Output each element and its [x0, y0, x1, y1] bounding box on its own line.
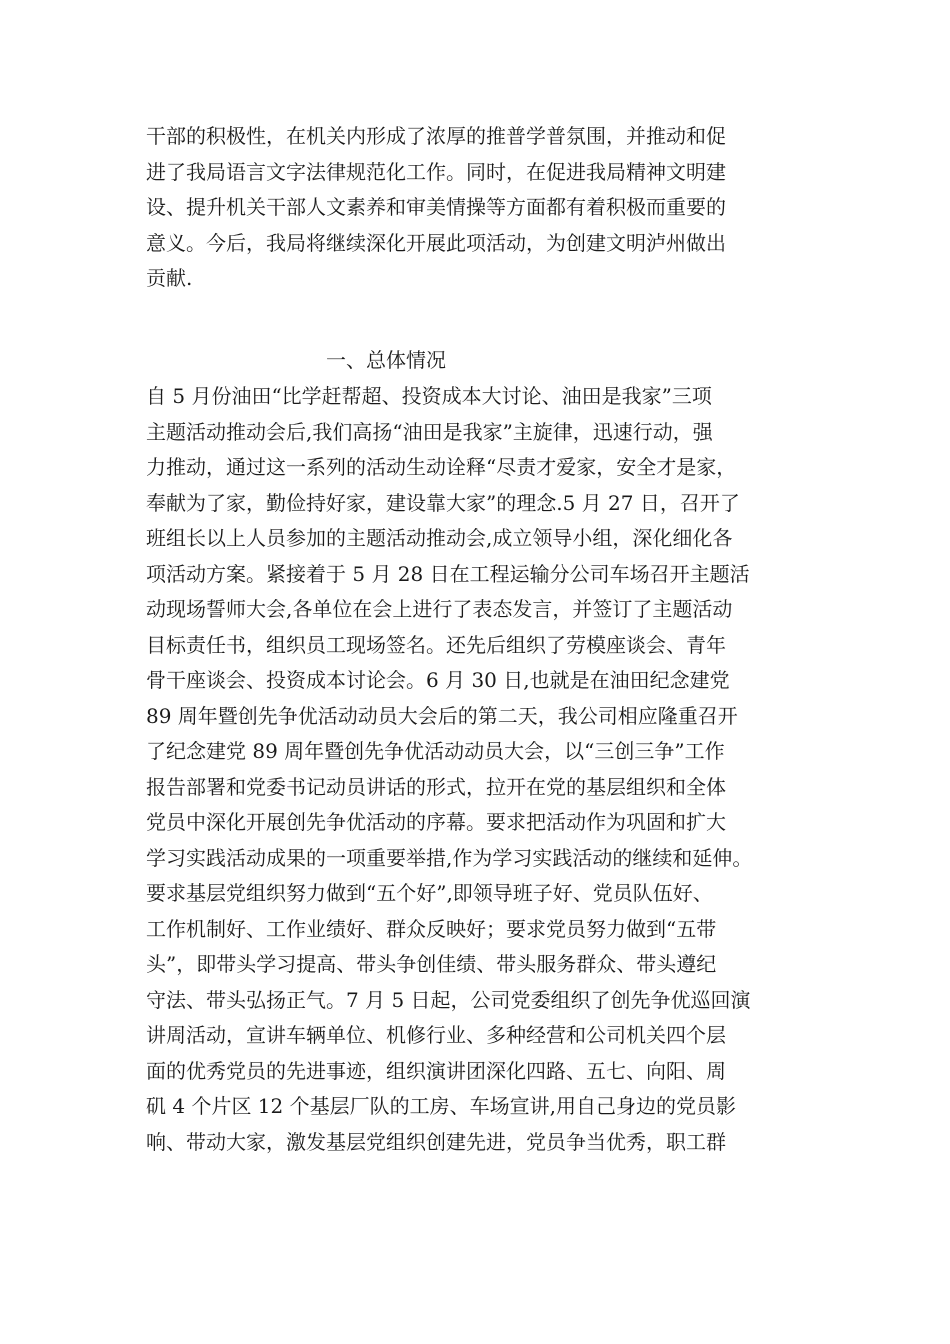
paragraph-line: 党员中深化开展创先争优活动的序幕。要求把活动作为巩固和扩大	[146, 810, 726, 834]
paragraph-line: 要求基层党组织努力做到“五个好”,即领导班子好、党员队伍好、	[146, 881, 713, 905]
paragraph-line: 骨干座谈会、投资成本讨论会。6 月 30 日,也就是在油田纪念建党	[146, 668, 730, 692]
paragraph-line: 贡献.	[146, 266, 193, 290]
paragraph-line: 了纪念建党 89 周年暨创先争优活动动员大会，以“三创三争”工作	[146, 739, 725, 763]
paragraph-line: 讲周活动，宣讲车辆单位、机修行业、多种经营和公司机关四个层	[146, 1023, 726, 1047]
paragraph-line: 奉献为了家，勤俭持好家，建设靠大家”的理念.5 月 27 日，召开了	[146, 490, 740, 515]
paragraph-line: 面的优秀党员的先进事迹，组织演讲团深化四路、五七、向阳、周	[146, 1058, 726, 1083]
paragraph-line: 项活动方案。紧接着于 5 月 28 日在工程运输分公司车场召开主题活	[146, 561, 750, 586]
paragraph-line: 主题活动推动会后,我们高扬“油田是我家”主旋律，迅速行动，强	[146, 419, 713, 444]
paragraph-line: 力推动，通过这一系列的活动生动诠释“尽责才爱家，安全才是家，	[146, 455, 737, 479]
paragraph-line: 目标责任书，组织员工现场签名。还先后组织了劳模座谈会、青年	[146, 632, 726, 657]
intro-paragraph	[146, 119, 826, 297]
paragraph-line: 报告部署和党委书记动员讲话的形式，拉开在党的基层组织和全体	[146, 774, 726, 799]
paragraph-line: 意义。今后，我局将继续深化开展此项活动，为创建文明泸州做出	[146, 230, 726, 255]
paragraph-line: 工作机制好、工作业绩好、群众反映好；要求党员努力做到“五带	[146, 916, 717, 941]
section-heading: 一、总体情况	[326, 348, 446, 372]
paragraph-line: 设、提升机关干部人文素养和审美情操等方面都有着积极而重要的	[146, 195, 726, 219]
paragraph-line: 头”，即带头学习提高、带头争创佳绩、带头服务群众、带头遵纪	[146, 952, 717, 976]
paragraph-line: 进了我局语言文字法律规范化工作。同时，在促进我局精神文明建	[146, 159, 726, 184]
body-paragraph	[146, 379, 826, 1160]
paragraph-line: 响、带动大家，激发基层党组织创建先进，党员争当优秀，职工群	[146, 1129, 726, 1154]
paragraph-line: 89 周年暨创先争优活动动员大会后的第二天，我公司相应隆重召开	[146, 703, 738, 728]
paragraph-line: 班组长以上人员参加的主题活动推动会,成立领导小组，深化细化各	[146, 526, 733, 550]
paragraph-line: 学习实践活动成果的一项重要举措,作为学习实践活动的继续和延伸。	[146, 845, 753, 870]
paragraph-line: 自 5 月份油田“比学赶帮超、投资成本大讨论、油田是我家”三项	[146, 384, 712, 408]
paragraph-line: 干部的积极性，在机关内形成了浓厚的推普学普氛围，并推动和促	[146, 124, 726, 148]
paragraph-line: 矶 4 个片区 12 个基层厂队的工房、车场宣讲,用自己身边的党员影	[146, 1094, 736, 1118]
paragraph-line: 守法、带头弘扬正气。7 月 5 日起，公司党委组织了创先争优巡回演	[146, 987, 751, 1012]
paragraph-line: 动现场誓师大会,各单位在会上进行了表态发言，并签订了主题活动	[146, 597, 733, 621]
